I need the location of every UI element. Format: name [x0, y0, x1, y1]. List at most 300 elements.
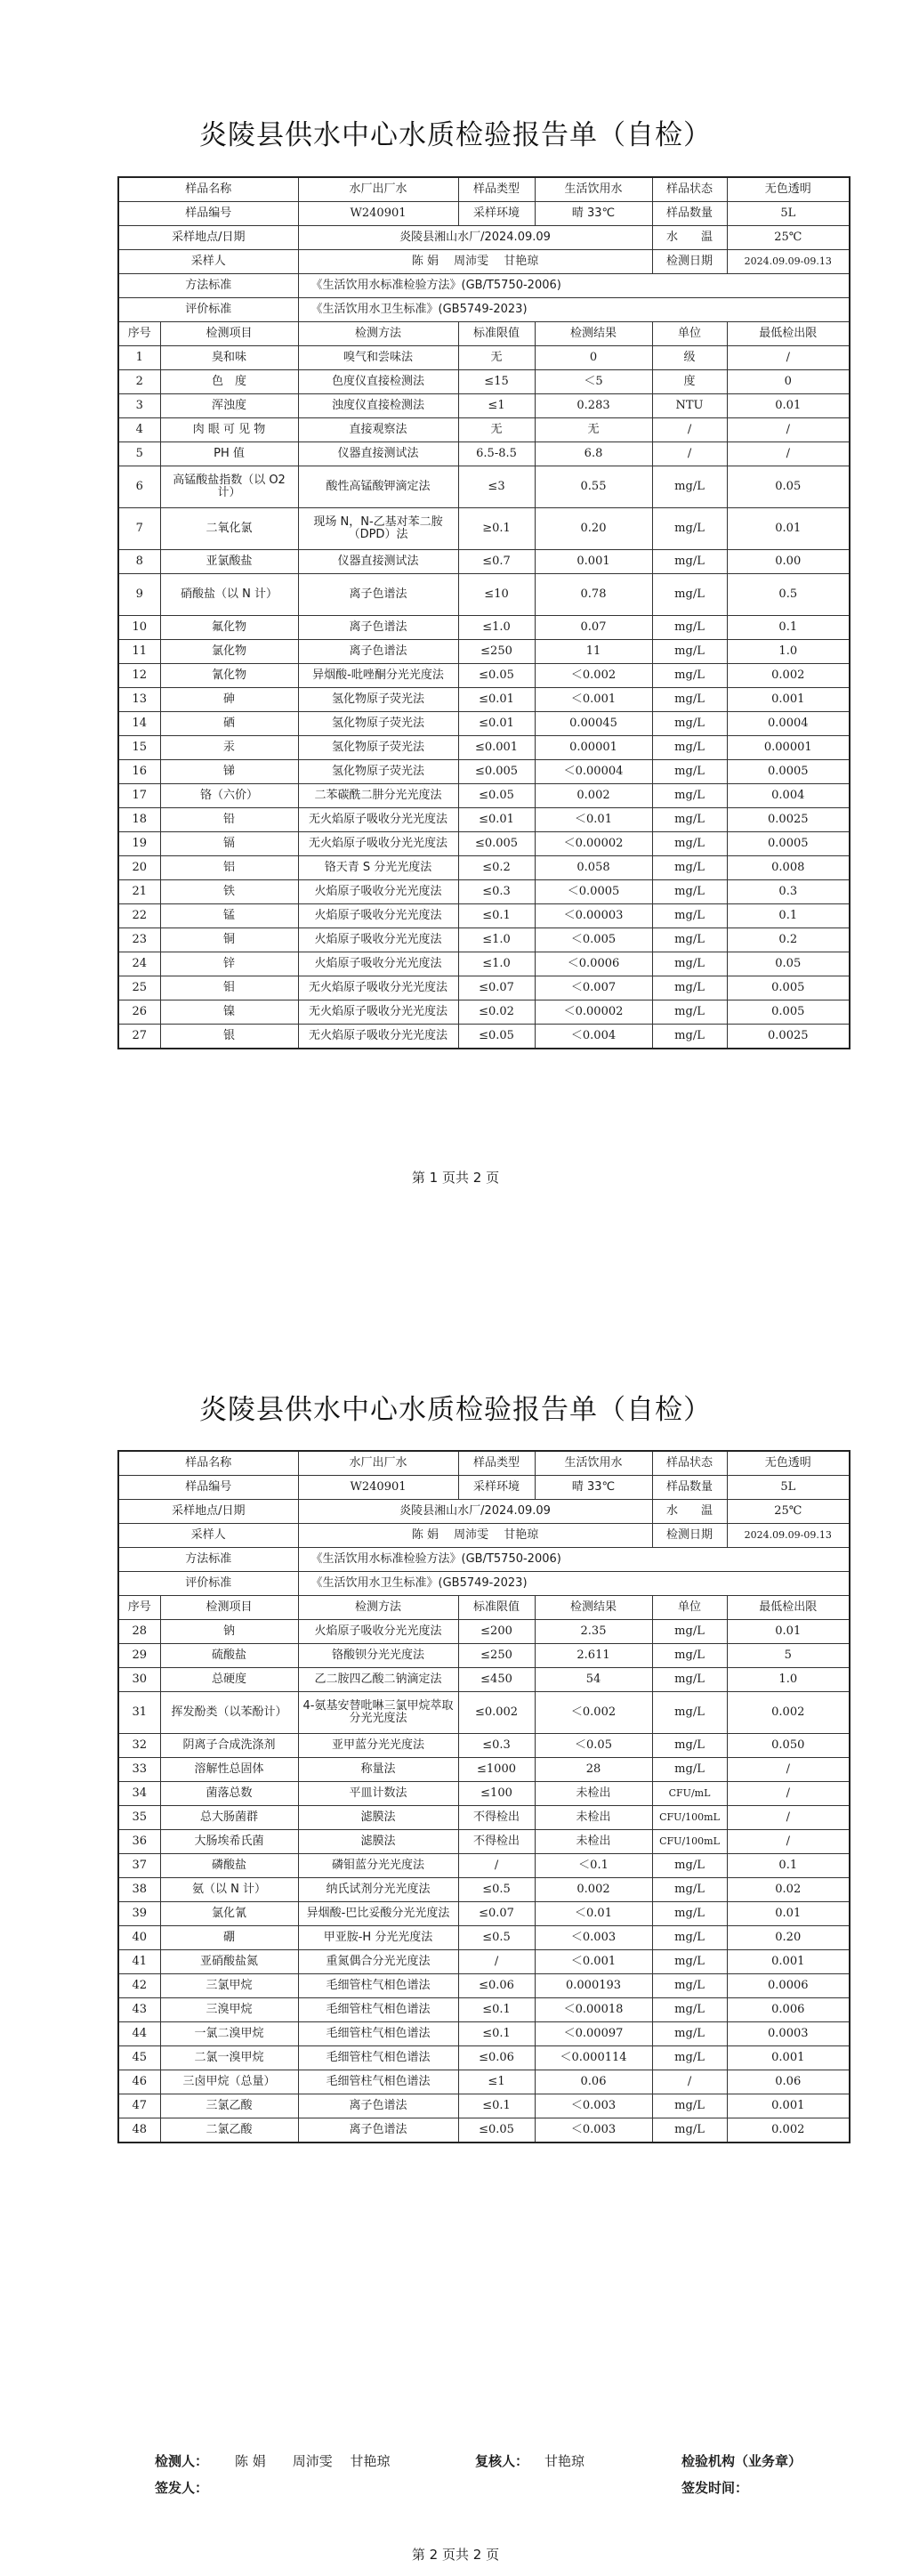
table-row	[118, 1974, 850, 1998]
standard-limit: 无	[458, 418, 535, 442]
header-row	[118, 250, 850, 274]
test-item: 三氯甲烷	[160, 1974, 298, 1998]
sampler-names: 陈 娟 周沛雯 甘艳琼	[298, 1524, 652, 1548]
header-row	[118, 298, 850, 322]
test-item: 铝	[160, 856, 298, 880]
detection-limit: 0	[727, 370, 850, 394]
test-result: ＜0.003	[535, 1926, 652, 1950]
detection-limit: 0.005	[727, 1000, 850, 1025]
unit: /	[652, 2070, 727, 2094]
row-index: 15	[118, 736, 160, 760]
standard-limit: ≤0.1	[458, 2094, 535, 2118]
env-label: 采样环境	[458, 202, 535, 226]
test-result: 0.002	[535, 784, 652, 808]
detection-limit: 0.01	[727, 1902, 850, 1926]
unit: mg/L	[652, 1998, 727, 2022]
row-index: 37	[118, 1854, 160, 1878]
detection-limit: 0.001	[727, 2046, 850, 2070]
row-index: 28	[118, 1620, 160, 1644]
detection-limit: 0.05	[727, 466, 850, 508]
detection-limit: 0.2	[727, 928, 850, 952]
report-table	[117, 1450, 851, 2143]
table-row	[118, 1902, 850, 1926]
test-item: 肉 眼 可 见 物	[160, 418, 298, 442]
row-index: 32	[118, 1734, 160, 1758]
test-item: 氰化物	[160, 664, 298, 688]
table-row	[118, 832, 850, 856]
table-row	[118, 370, 850, 394]
row-index: 18	[118, 808, 160, 832]
test-method: 铬酸钡分光光度法	[298, 1644, 458, 1668]
row-index: 42	[118, 1974, 160, 1998]
row-index: 4	[118, 418, 160, 442]
standard-limit: ≤15	[458, 370, 535, 394]
table-row	[118, 688, 850, 712]
table-row	[118, 616, 850, 640]
sample-type-value: 生活饮用水	[535, 1451, 652, 1476]
test-method: 重氮偶合分光光度法	[298, 1950, 458, 1974]
test-method: 二苯碳酰二肼分光光度法	[298, 784, 458, 808]
unit: mg/L	[652, 466, 727, 508]
detection-limit: 0.050	[727, 1734, 850, 1758]
row-index: 31	[118, 1692, 160, 1734]
test-method: 毛细管柱气相色谱法	[298, 2022, 458, 2046]
unit: mg/L	[652, 574, 727, 616]
sample-no-value: W240901	[298, 1476, 458, 1500]
test-result: ＜0.05	[535, 1734, 652, 1758]
qty-value: 5L	[727, 1476, 850, 1500]
unit: mg/L	[652, 976, 727, 1000]
test-method: 火焰原子吸收分光光度法	[298, 904, 458, 928]
unit: /	[652, 418, 727, 442]
table-row	[118, 1692, 850, 1734]
standard-limit: ≤0.3	[458, 880, 535, 904]
standard-limit: ≤250	[458, 1644, 535, 1668]
standard-limit: 不得检出	[458, 1806, 535, 1830]
reviewer-name: 甘艳琼	[544, 2453, 585, 2469]
test-item: 臭和味	[160, 346, 298, 370]
unit: mg/L	[652, 1758, 727, 1782]
table-row	[118, 760, 850, 784]
table-row	[118, 1025, 850, 1049]
table-row	[118, 904, 850, 928]
test-item: 三卤甲烷（总量）	[160, 2070, 298, 2094]
col-unit-header: 单位	[652, 1596, 727, 1620]
detection-limit: /	[727, 1758, 850, 1782]
standard-limit: ≤0.001	[458, 736, 535, 760]
header-row	[118, 1500, 850, 1524]
row-index: 44	[118, 2022, 160, 2046]
test-result: 0.07	[535, 616, 652, 640]
test-method: 离子色谱法	[298, 616, 458, 640]
standard-limit: ≤0.1	[458, 1998, 535, 2022]
unit: CFU/mL	[652, 1782, 727, 1806]
row-index: 46	[118, 2070, 160, 2094]
row-index: 22	[118, 904, 160, 928]
test-result: ＜0.001	[535, 688, 652, 712]
standard-limit: 不得检出	[458, 1830, 535, 1854]
test-method: 无火焰原子吸收分光光度法	[298, 1025, 458, 1049]
row-index: 41	[118, 1950, 160, 1974]
test-result: ＜0.00003	[535, 904, 652, 928]
header-row	[118, 202, 850, 226]
table-row	[118, 1998, 850, 2022]
row-index: 11	[118, 640, 160, 664]
test-item: 银	[160, 1025, 298, 1049]
column-header-row	[118, 322, 850, 346]
water-temp-label: 水 温	[652, 226, 727, 250]
test-item: 三溴甲烷	[160, 1998, 298, 2022]
unit: mg/L	[652, 1000, 727, 1025]
col-method-header: 检测方法	[298, 1596, 458, 1620]
table-row	[118, 736, 850, 760]
detection-limit: /	[727, 1782, 850, 1806]
detection-limit: 0.1	[727, 904, 850, 928]
signoff-row-1	[155, 2451, 867, 2478]
detection-limit: /	[727, 442, 850, 466]
row-index: 24	[118, 952, 160, 976]
table-row	[118, 394, 850, 418]
table-row	[118, 1878, 850, 1902]
test-method: 色度仪直接检测法	[298, 370, 458, 394]
col-item-header: 检测项目	[160, 322, 298, 346]
row-index: 3	[118, 394, 160, 418]
test-item: PH 值	[160, 442, 298, 466]
table-row	[118, 1926, 850, 1950]
test-result: 0.55	[535, 466, 652, 508]
report-title: 炎陵县供水中心水质检验报告单（自检）	[199, 1394, 712, 1426]
row-index: 17	[118, 784, 160, 808]
unit: mg/L	[652, 1668, 727, 1692]
col-detection-limit-header: 最低检出限	[727, 322, 850, 346]
unit: CFU/100mL	[652, 1806, 727, 1830]
test-method: 无火焰原子吸收分光光度法	[298, 832, 458, 856]
test-item: 三氯乙酸	[160, 2094, 298, 2118]
evaluation-standard-value: 《生活饮用水卫生标准》(GB5749-2023)	[298, 298, 850, 322]
test-method: 滤膜法	[298, 1806, 458, 1830]
test-item: 亚硝酸盐氮	[160, 1950, 298, 1974]
test-method: 浊度仪直接检测法	[298, 394, 458, 418]
test-method: 异烟酸-吡唑酮分光光度法	[298, 664, 458, 688]
table-row	[118, 1734, 850, 1758]
table-row	[118, 1782, 850, 1806]
standard-limit: ≤3	[458, 466, 535, 508]
unit: mg/L	[652, 1734, 727, 1758]
standard-limit: ≤1000	[458, 1758, 535, 1782]
sample-state-label: 样品状态	[652, 177, 727, 202]
evaluation-standard-label: 评价标准	[118, 1572, 298, 1596]
detection-limit: 0.0005	[727, 832, 850, 856]
test-result: 0.06	[535, 2070, 652, 2094]
test-result: ＜0.00002	[535, 832, 652, 856]
table-row	[118, 346, 850, 370]
table-row	[118, 442, 850, 466]
test-result: ＜0.001	[535, 1950, 652, 1974]
table-row	[118, 1806, 850, 1830]
row-index: 20	[118, 856, 160, 880]
test-result: 0.78	[535, 574, 652, 616]
unit: mg/L	[652, 1025, 727, 1049]
signoff-row-2	[155, 2478, 867, 2505]
col-index-header: 序号	[118, 1596, 160, 1620]
test-item: 亚氯酸盐	[160, 550, 298, 574]
test-result: ＜0.002	[535, 1692, 652, 1734]
test-item: 硫酸盐	[160, 1644, 298, 1668]
test-result: 0.20	[535, 508, 652, 550]
detection-limit: /	[727, 1806, 850, 1830]
test-result: ＜0.003	[535, 2094, 652, 2118]
header-row	[118, 1451, 850, 1476]
col-result-header: 检测结果	[535, 322, 652, 346]
standard-limit: ≤0.5	[458, 1878, 535, 1902]
test-item: 铜	[160, 928, 298, 952]
standard-limit: ≤0.05	[458, 2118, 535, 2143]
unit: mg/L	[652, 736, 727, 760]
standard-limit: ≤1.0	[458, 928, 535, 952]
sample-name-value: 水厂出厂水	[298, 1451, 458, 1476]
test-item: 铬（六价）	[160, 784, 298, 808]
unit: mg/L	[652, 808, 727, 832]
detection-limit: 0.01	[727, 394, 850, 418]
env-value: 晴 33℃	[535, 1476, 652, 1500]
detection-limit: 0.00001	[727, 736, 850, 760]
standard-limit: ≤0.002	[458, 1692, 535, 1734]
row-index: 38	[118, 1878, 160, 1902]
table-row	[118, 808, 850, 832]
test-method: 氢化物原子荧光法	[298, 688, 458, 712]
method-standard-value: 《生活饮用水标准检验方法》(GB/T5750-2006)	[298, 1548, 850, 1572]
test-result: ＜0.003	[535, 2118, 652, 2143]
header-row	[118, 1476, 850, 1500]
test-result: ＜0.007	[535, 976, 652, 1000]
row-index: 16	[118, 760, 160, 784]
row-index: 23	[118, 928, 160, 952]
row-index: 13	[118, 688, 160, 712]
test-date-label: 检测日期	[652, 1524, 727, 1548]
col-detection-limit-header: 最低检出限	[727, 1596, 850, 1620]
unit: mg/L	[652, 712, 727, 736]
sampler-label: 采样人	[118, 1524, 298, 1548]
test-item: 总硬度	[160, 1668, 298, 1692]
unit: mg/L	[652, 1854, 727, 1878]
table-row	[118, 1854, 850, 1878]
standard-limit: ≤0.05	[458, 1025, 535, 1049]
test-method: 离子色谱法	[298, 574, 458, 616]
detection-limit: /	[727, 418, 850, 442]
unit: mg/L	[652, 2094, 727, 2118]
test-method: 平皿计数法	[298, 1782, 458, 1806]
test-method: 毛细管柱气相色谱法	[298, 2070, 458, 2094]
test-result: 无	[535, 418, 652, 442]
test-result: ＜0.00002	[535, 1000, 652, 1025]
detection-limit: 5	[727, 1644, 850, 1668]
test-result: 0.283	[535, 394, 652, 418]
report-page-2	[0, 1288, 911, 2576]
detection-limit: 0.002	[727, 2118, 850, 2143]
unit: NTU	[652, 394, 727, 418]
detection-limit: 0.3	[727, 880, 850, 904]
table-row	[118, 1644, 850, 1668]
detection-limit: 0.001	[727, 2094, 850, 2118]
table-row	[118, 550, 850, 574]
test-method: 离子色谱法	[298, 2094, 458, 2118]
test-result: 0.000193	[535, 1974, 652, 1998]
test-method: 乙二胺四乙酸二钠滴定法	[298, 1668, 458, 1692]
sample-state-label: 样品状态	[652, 1451, 727, 1476]
detection-limit: 0.1	[727, 1854, 850, 1878]
unit: mg/L	[652, 928, 727, 952]
test-result: 6.8	[535, 442, 652, 466]
water-temp-label: 水 温	[652, 1500, 727, 1524]
test-item: 总大肠菌群	[160, 1806, 298, 1830]
unit: mg/L	[652, 1620, 727, 1644]
table-row	[118, 1758, 850, 1782]
row-index: 8	[118, 550, 160, 574]
test-method: 现场 N，N-乙基对苯二胺（DPD）法	[298, 508, 458, 550]
test-result: 2.611	[535, 1644, 652, 1668]
test-result: ＜0.1	[535, 1854, 652, 1878]
unit: mg/L	[652, 1644, 727, 1668]
row-index: 1	[118, 346, 160, 370]
test-result: ＜0.002	[535, 664, 652, 688]
test-result: 28	[535, 1758, 652, 1782]
standard-limit: ≤1.0	[458, 616, 535, 640]
table-row	[118, 856, 850, 880]
unit: mg/L	[652, 1950, 727, 1974]
test-result: ＜0.01	[535, 808, 652, 832]
test-item: 钼	[160, 976, 298, 1000]
test-item: 镉	[160, 832, 298, 856]
row-index: 47	[118, 2094, 160, 2118]
detection-limit: 0.00	[727, 550, 850, 574]
table-row	[118, 976, 850, 1000]
unit: mg/L	[652, 1902, 727, 1926]
sample-type-label: 样品类型	[458, 177, 535, 202]
qty-label: 样品数量	[652, 1476, 727, 1500]
detection-limit: 0.002	[727, 1692, 850, 1734]
table-row	[118, 784, 850, 808]
unit: mg/L	[652, 508, 727, 550]
tester-label: 检测人：	[155, 2453, 209, 2469]
standard-limit: ≤0.2	[458, 856, 535, 880]
unit: mg/L	[652, 2118, 727, 2143]
test-result: 未检出	[535, 1782, 652, 1806]
data-rows	[118, 1620, 850, 2143]
table-row	[118, 664, 850, 688]
standard-limit: /	[458, 1854, 535, 1878]
standard-limit: ≤0.02	[458, 1000, 535, 1025]
detection-limit: 0.1	[727, 616, 850, 640]
header-row	[118, 1548, 850, 1572]
detection-limit: 0.0025	[727, 808, 850, 832]
test-result: 54	[535, 1668, 652, 1692]
standard-limit: ≤0.1	[458, 2022, 535, 2046]
evaluation-standard-label: 评价标准	[118, 298, 298, 322]
test-item: 浑浊度	[160, 394, 298, 418]
qty-value: 5L	[727, 202, 850, 226]
test-result: ＜0.004	[535, 1025, 652, 1049]
row-index: 12	[118, 664, 160, 688]
detection-limit: 0.008	[727, 856, 850, 880]
test-item: 色 度	[160, 370, 298, 394]
standard-limit: ≤0.3	[458, 1734, 535, 1758]
issue-time-label: 签发时间：	[681, 2480, 749, 2496]
test-method: 无火焰原子吸收分光光度法	[298, 976, 458, 1000]
test-method: 滤膜法	[298, 1830, 458, 1854]
test-item: 铅	[160, 808, 298, 832]
report-page-1	[0, 0, 911, 1264]
standard-limit: ≤250	[458, 640, 535, 664]
standard-limit: ≤1	[458, 2070, 535, 2094]
sample-name-label: 样品名称	[118, 1451, 298, 1476]
sample-name-value: 水厂出厂水	[298, 177, 458, 202]
evaluation-standard-value: 《生活饮用水卫生标准》(GB5749-2023)	[298, 1572, 850, 1596]
test-item: 铁	[160, 880, 298, 904]
col-index-header: 序号	[118, 322, 160, 346]
header-row	[118, 1524, 850, 1548]
detection-limit: 0.006	[727, 1998, 850, 2022]
table-row	[118, 2118, 850, 2143]
page-footer: 第 2 页共 2 页	[411, 2547, 500, 2563]
row-index: 6	[118, 466, 160, 508]
standard-limit: ≤0.06	[458, 1974, 535, 1998]
unit: mg/L	[652, 880, 727, 904]
standard-limit: ≤0.01	[458, 688, 535, 712]
sample-no-label: 样品编号	[118, 1476, 298, 1500]
test-result: ＜0.00004	[535, 760, 652, 784]
table-row	[118, 1830, 850, 1854]
standard-limit: /	[458, 1950, 535, 1974]
col-result-header: 检测结果	[535, 1596, 652, 1620]
test-result: 11	[535, 640, 652, 664]
detection-limit: 0.01	[727, 1620, 850, 1644]
detection-limit: 0.0004	[727, 712, 850, 736]
unit: mg/L	[652, 550, 727, 574]
row-index: 7	[118, 508, 160, 550]
header-block	[118, 177, 850, 346]
table-row	[118, 2094, 850, 2118]
test-method: 直接观察法	[298, 418, 458, 442]
unit: mg/L	[652, 904, 727, 928]
unit: mg/L	[652, 784, 727, 808]
test-item: 汞	[160, 736, 298, 760]
standard-limit: 6.5-8.5	[458, 442, 535, 466]
table-row	[118, 508, 850, 550]
standard-limit: ≤1.0	[458, 952, 535, 976]
detection-limit: 0.002	[727, 664, 850, 688]
test-item: 高锰酸盐指数（以 O2 计）	[160, 466, 298, 508]
unit: mg/L	[652, 664, 727, 688]
detection-limit: 0.0005	[727, 760, 850, 784]
unit: mg/L	[652, 616, 727, 640]
header-block	[118, 1451, 850, 1620]
site-value: 炎陵县湘山水厂/2024.09.09	[298, 226, 652, 250]
row-index: 5	[118, 442, 160, 466]
standard-limit: ≤0.1	[458, 904, 535, 928]
standard-limit: ≤450	[458, 1668, 535, 1692]
detection-limit: 0.01	[727, 508, 850, 550]
test-method: 氢化物原子荧光法	[298, 760, 458, 784]
detection-limit: 1.0	[727, 640, 850, 664]
data-rows	[118, 346, 850, 1049]
env-label: 采样环境	[458, 1476, 535, 1500]
standard-limit: ≤0.05	[458, 784, 535, 808]
site-label: 采样地点/日期	[118, 226, 298, 250]
detection-limit: 0.05	[727, 952, 850, 976]
unit: mg/L	[652, 688, 727, 712]
page-footer: 第 1 页共 2 页	[411, 1170, 500, 1186]
standard-limit: ≤0.5	[458, 1926, 535, 1950]
